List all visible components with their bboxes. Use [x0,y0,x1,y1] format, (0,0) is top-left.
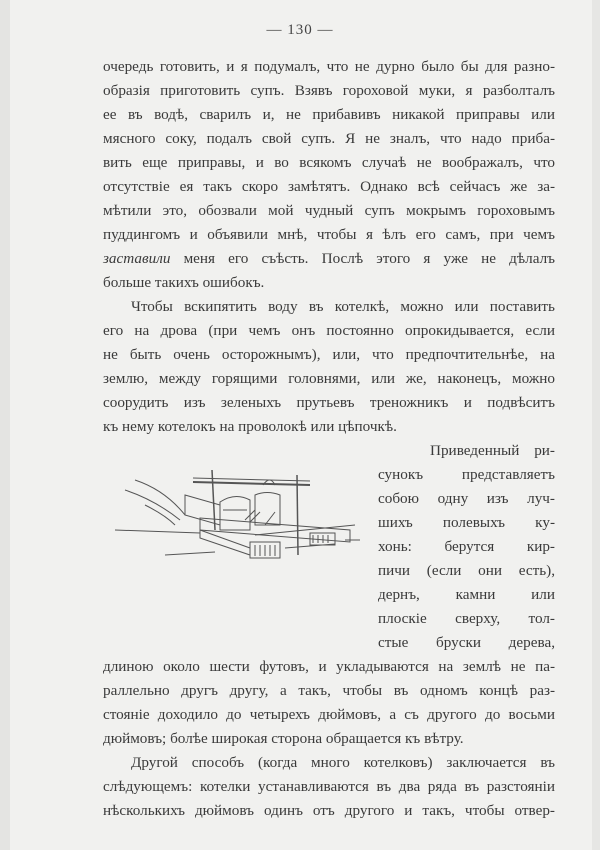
text-line-end-paragraph: къ нему котелокъ на проволокѣ или цѣпочкѣ. [103,418,397,435]
text-line-end-paragraph: дюймовъ; болѣе широкая сторона обращается къ вѣтру. [103,730,464,747]
text-line-paragraph-start: Приведенный ри- [430,442,555,459]
text-line: слѣдующемъ: котелки устанавливаются въ два ряда въ разстояніи [103,778,555,795]
text-line: пуддингомъ и объявили мнѣ, чтобы я ѣлъ его самъ, при чемъ [103,226,555,243]
text-line: ее въ водѣ, сварилъ и, не прибавивъ никакой приправы или [103,106,555,123]
text-line: сунокъ представляетъ [378,466,555,483]
text-line [103,249,555,269]
text-line: пичи (если они есть), [378,562,555,579]
page-edge-left [0,0,10,850]
text-line: его на дрова (при чемъ онъ постоянно опрокидывается, если [103,322,555,339]
text-line: образія приготовить супъ. Взявъ гороховой муки, я разболталъ [103,82,555,99]
field-kitchen-illustration [105,430,365,570]
text-line: отсутствіе ея такъ скоро замѣтятъ. Однако всѣ сейчасъ же за- [103,178,555,195]
text-line: землю, между горящими головнями, или же, наконецъ, можно [103,370,555,387]
text-span: меня его съѣсть. Послѣ этого я уже не дѣлалъ [170,250,555,267]
text-line: собою одну изъ луч- [378,490,555,507]
text-line-paragraph-start: Чтобы вскипятить воду въ котелкѣ, можно или поставить [131,298,555,315]
text-line: шихъ полевыхъ ку- [378,514,555,531]
text-line: соорудить изъ зеленыхъ прутьевъ треножникъ и подвѣситъ [103,394,555,411]
text-line: стые бруски дерева, [378,634,555,651]
text-line: длиною около шести футовъ, и укладываются на землѣ не па- [103,658,555,675]
text-line: очередь готовить, и я подумалъ, что не дурно было бы для разно- [103,58,555,75]
text-line: мѣтили это, обозвали мой чудный супъ мокрымъ гороховымъ [103,202,555,219]
text-line: мясного соку, подалъ свой супъ. Я не зналъ, что надо приба- [103,130,555,147]
text-line: плоскіе сверху, тол- [378,610,555,627]
italic-word: заставили [103,250,171,267]
text-line: дернъ, камни или [378,586,555,603]
page-edge-right [592,0,600,850]
text-line: вить еще приправы, и во всякомъ случаѣ не воображалъ, что [103,154,555,171]
text-line: раллельно другъ другу, а такъ, чтобы въ одномъ концѣ раз- [103,682,555,699]
text-line-paragraph-start: Другой способъ (когда много котелковъ) заключается въ [131,754,555,771]
page-number: — 130 — [266,22,334,38]
text-line: не быть очень осторожнымъ), или, что предпочтительнѣе, на [103,346,555,363]
text-line: хонь: берутся кир- [378,538,555,555]
text-line: нѣсколькихъ дюймовъ одинъ отъ другого и такъ, чтобы отвер- [103,802,555,819]
text-line-end-paragraph: больше такихъ ошибокъ. [103,274,265,291]
text-line: стояніе доходило до четырехъ дюймовъ, а съ другого до восьми [103,706,555,723]
